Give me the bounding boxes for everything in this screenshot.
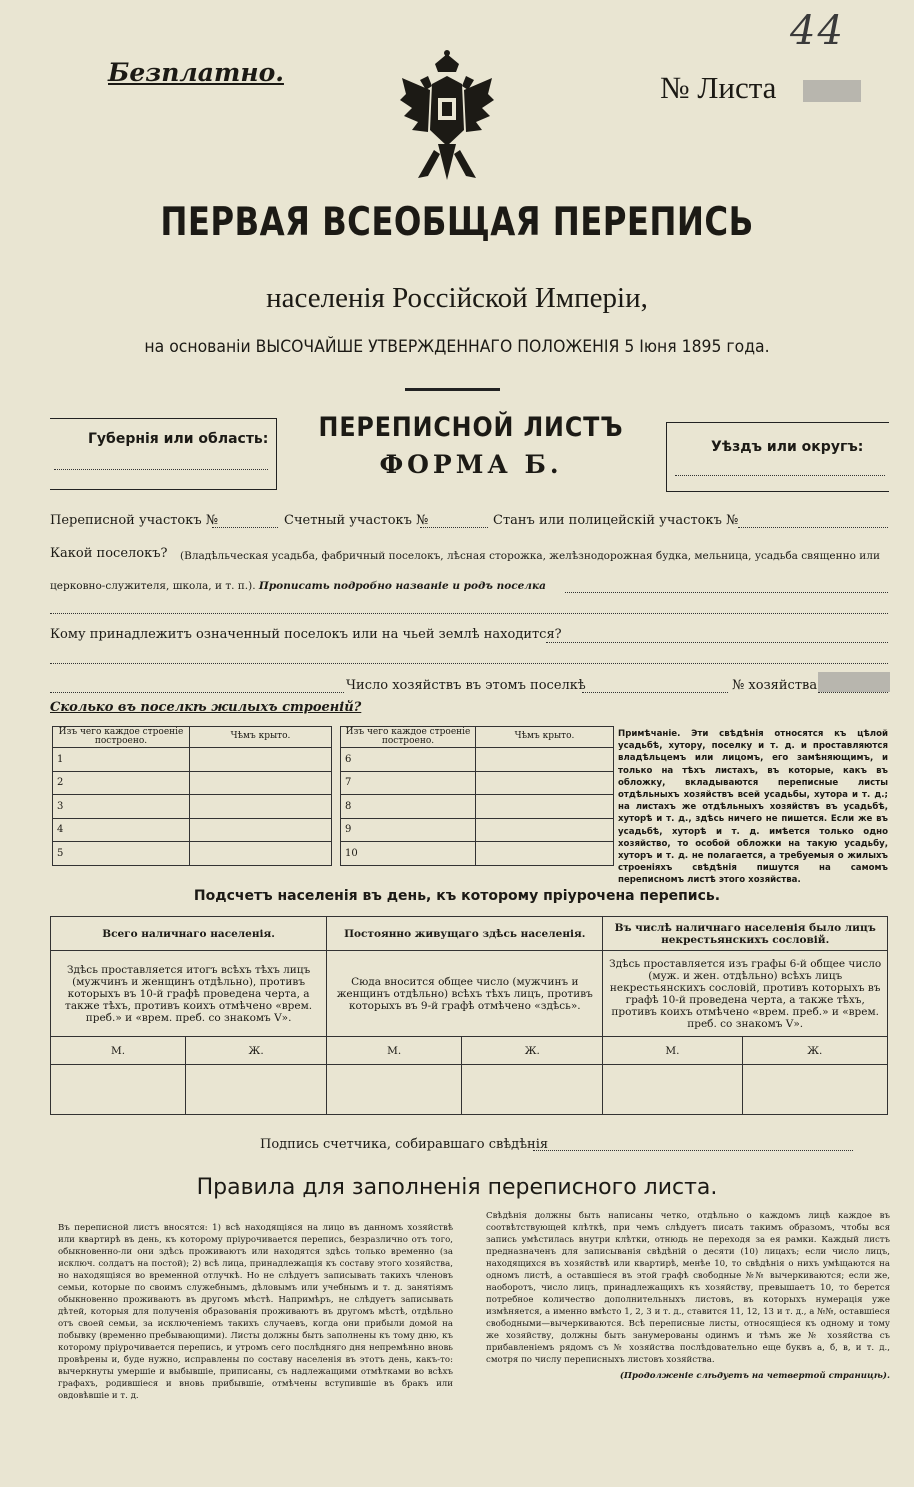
rules-column-1: Въ переписной листъ вносятся: 1) всѣ находящіяся на лицо въ данномъ хозяйствѣ или квартирѣ въ день, къ которому пріурочивается перепись, безразлично отъ того, обыкновенно-ли они здѣсь проживаютъ или находятся здѣсь только временно (за исключ. солдатъ на постой); 2) всѣ лица, принадлежащія къ составу этого хозяйства, но находящіяся во временной отлучкѣ. Но не слѣдуетъ записывать такихъ членовъ семьи, которые по своимъ служебнымъ, дѣловымъ или учебнымъ и т. д. занятіямъ обыкновенно проживаютъ въ другомъ мѣстѣ. Напримѣръ, не слѣдуетъ записывать дѣтей, которыя для полученія образованія проживаютъ въ другомъ мѣстѣ, отдѣльно отъ своей семьи, за исключеніемъ такихъ случаевъ, когда они прибыли домой на побывку (временно пребывающими). Листы должны быть заполнены къ тому дню, къ которому пріурочивается перепись, и утромъ сего послѣдняго дня непремѣнно вновь провѣрены и, буде нужно, исправлены по составу населенія въ этотъ день, какъ-то: вычеркнуты умершіе и выбывшіе, приписаны, съ надлежащими отмѣтками во всѣхъ графахъ, родившіеся и вновь прибывшіе, отмѣчены вступившіе въ бракъ или овдовѣвшіе и т. д. xyxy=(58,1223,453,1401)
stan-field[interactable] xyxy=(738,527,888,528)
redaction-smudge-2 xyxy=(818,672,890,692)
household-number-field[interactable] xyxy=(818,692,888,693)
table-row: 1 xyxy=(53,748,332,772)
buildings-header-material: Изъ чего каждое строеніе построено. xyxy=(53,727,190,748)
count-cell[interactable] xyxy=(742,1065,887,1115)
rules-continued: (Продолженіе слѣдуетъ на четвертой страницѣ). xyxy=(619,1371,890,1381)
rules-column-2-text: Свѣдѣнія должны быть написаны четко, отдѣльно о каждомъ лицѣ каждое въ соотвѣтствующей клѣткѣ, при чемъ слѣдуетъ писать такимъ образомъ, чтобы вся запись умѣстилась внутри клѣтки, отнюдь не переходя за ея рамки. Каждый листъ предназначенъ для записыванія свѣдѣній о десяти (10) лицахъ; если число лицъ, находящихся въ хозяйствѣ или квартирѣ, менѣе 10, то свѣдѣнія о нихъ умѣщаются на одномъ листѣ, а оставшіеся въ этой графѣ свободные №№ вычеркиваются; если же, наоборотъ, число лицъ, принадлежащихъ къ хозяйству, превышаетъ 10, то берется потребное количество дополнительныхъ листовъ, въ которыхъ нумерація уже измѣняется, а именно вмѣсто 1, 2, 3 и т. д., ставится 11, 12, 13 и т. д., а №№, оставшіеся свободными—вычеркиваются. Всѣ переписные листы, относящіеся къ одному и тому же хозяйству, должны быть занумерованы одинмъ и тѣмъ же № хозяйства съ прибавленіемъ рядомъ съ № хозяйства послѣдовательно еще буквъ а, б, в, и т. д., смотря по числу переписныхъ листовъ хозяйства. xyxy=(486,1211,890,1365)
count-header-total: Всего наличнаго населенія. xyxy=(51,917,327,951)
household-count-field-pre[interactable] xyxy=(50,692,344,693)
handwritten-number: 44 xyxy=(790,8,845,54)
rules-title: Правила для заполненія переписного листа. xyxy=(196,1175,718,1200)
count-header-permanent: Постоянно живущаго здѣсь населенія. xyxy=(327,917,603,951)
imperial-eagle-icon xyxy=(398,50,496,190)
redaction-smudge xyxy=(803,80,861,102)
buildings-header-roof: Чѣмъ крыто. xyxy=(190,727,332,748)
form-label: ФОРМА Б. xyxy=(379,450,563,479)
owner-field-2[interactable] xyxy=(50,663,888,664)
owner-label: Кому принадлежитъ означенный поселокъ или на чьей землѣ находится? xyxy=(50,627,562,642)
table-row: 3 xyxy=(53,795,332,819)
f-label: Ж. xyxy=(742,1037,887,1065)
buildings-question: Сколько въ поселкѣ жилыхъ строеній? xyxy=(50,700,362,715)
table-row: 2 xyxy=(53,771,332,795)
table-row: 5 xyxy=(53,842,332,866)
perepisnoy-uchastok-field[interactable] xyxy=(212,527,278,528)
rules-column-2 xyxy=(486,1210,890,1382)
guberniya-box xyxy=(50,418,277,490)
f-label: Ж. xyxy=(462,1037,603,1065)
household-count-field[interactable] xyxy=(582,692,728,693)
population-count-table xyxy=(50,916,888,1115)
table-row: 10 xyxy=(341,842,614,866)
owner-field[interactable] xyxy=(546,642,888,643)
signature-field[interactable] xyxy=(533,1150,853,1151)
divider xyxy=(405,388,500,391)
stan-label: Станъ или полицейскій участокъ № xyxy=(493,513,739,528)
kakoy-poselok-label: Какой поселокъ? xyxy=(50,546,168,561)
count-desc-nonpeasant: Здѣсь проставляется изъ графы 6-й общее число (муж. и жен. отдѣльно) всѣхъ лицъ некрестьянскихъ сословій, противъ которыхъ въ графѣ 10-й проведена черта, а также тѣхъ, противъ коихъ отмѣчено «врем. преб.» и «врем. преб. со знакомъ V». xyxy=(603,951,888,1037)
guberniya-field[interactable] xyxy=(54,469,268,470)
schetny-uchastok-field[interactable] xyxy=(420,527,488,528)
legal-basis: на основаніи ВЫСОЧАЙШЕ УТВЕРЖДЕННАГО ПОЛОЖЕНІЯ 5 Іюня 1895 года. xyxy=(144,337,770,357)
note-label: Примѣчаніе. xyxy=(618,729,681,739)
table-row: 8 xyxy=(341,795,614,819)
buildings-table-right xyxy=(340,726,614,866)
table-row: 4 xyxy=(53,818,332,842)
household-count-label: Число хозяйствъ въ этомъ поселкѣ xyxy=(346,678,586,693)
buildings-header-material-2: Изъ чего каждое строеніе построено. xyxy=(341,727,476,748)
sheet-number-label: № Листа xyxy=(660,70,777,105)
table-row: 7 xyxy=(341,771,614,795)
count-desc-permanent: Сюда вносится общее число (мужчинъ и женщинъ отдѣльно) всѣхъ тѣхъ лицъ, противъ которыхъ въ 9-й графѣ отмѣчено «здѣсь». xyxy=(327,951,603,1037)
poselok-hint-2: церковно-служителя, школа, и т. п.). Прописать подробно названіе и родъ поселка xyxy=(50,580,546,592)
note xyxy=(618,728,888,887)
uezd-label: Уѣздъ или округъ: xyxy=(711,439,864,455)
poselok-field-2[interactable] xyxy=(50,613,888,614)
table-row: 9 xyxy=(341,818,614,842)
uezd-box xyxy=(666,422,889,492)
table-row: 6 xyxy=(341,748,614,772)
buildings-header-roof-2: Чѣмъ крыто. xyxy=(476,727,614,748)
count-cell[interactable] xyxy=(462,1065,603,1115)
count-cell[interactable] xyxy=(327,1065,462,1115)
m-label: М. xyxy=(603,1037,742,1065)
count-cell[interactable] xyxy=(186,1065,327,1115)
count-header-nonpeasant: Въ числѣ наличнаго населенія было лицъ некрестьянскихъ сословій. xyxy=(603,917,888,951)
form-title: ПЕРЕПИСНОЙ ЛИСТЪ xyxy=(318,412,624,443)
count-title: Подсчетъ населенія въ день, къ которому пріурочена перепись. xyxy=(193,888,721,904)
f-label: Ж. xyxy=(186,1037,327,1065)
page-subtitle: населенія Россійской Имперіи, xyxy=(266,282,648,314)
free-label: Безплатно. xyxy=(108,58,284,87)
guberniya-label: Губернія или область: xyxy=(88,431,269,447)
household-number-label: № хозяйства xyxy=(732,678,818,693)
m-label: М. xyxy=(51,1037,186,1065)
perepisnoy-uchastok-label: Переписной участокъ № xyxy=(50,513,219,528)
count-desc-total: Здѣсь проставляется итогъ всѣхъ тѣхъ лицъ (мужчинъ и женщинъ отдѣльно), противъ которыхъ въ 10-й графѣ проведена черта, а также тѣхъ, противъ коихъ отмѣчено «врем. преб.» и «врем. преб. со знакомъ V». xyxy=(51,951,327,1037)
buildings-table-left xyxy=(52,726,332,866)
page-title: ПЕРВАЯ ВСЕОБЩАЯ ПЕРЕПИСЬ xyxy=(160,200,754,245)
poselok-hint: (Владѣльческая усадьба, фабричный поселокъ, лѣсная сторожка, желѣзнодорожная будка, мельница, усадьба священно или xyxy=(180,550,880,562)
uezd-field[interactable] xyxy=(675,475,885,476)
m-label: М. xyxy=(327,1037,462,1065)
count-cell[interactable] xyxy=(603,1065,742,1115)
signature-label: Подпись счетчика, собиравшаго свѣдѣнія xyxy=(260,1137,549,1152)
poselok-hint-italic: Прописать подробно названіе и родъ поселка xyxy=(258,580,546,592)
count-cell[interactable] xyxy=(51,1065,186,1115)
schetny-uchastok-label: Счетный участокъ № xyxy=(284,513,429,528)
note-text: Эти свѣдѣнія относятся къ цѣлой усадьбѣ, хутору, поселку и т. д. и проставляются владѣльцемъ или лицомъ, его замѣняющимъ, и только на тѣхъ листахъ, въ которые, какъ въ обложку, вкладываются переписные листы отдѣльныхъ хозяйствъ всей усадьбы, хутора и т. д.; на листахъ же отдѣльныхъ хозяйствъ въ усадьбѣ, хуторѣ и т. д., здѣсь ничего не пишется. Если же въ усадьбѣ, хуторѣ и т. д. имѣется только одно хозяйство, то особой обложки на такую усадьбу, хуторъ и т. д. не полагается, а требуемыя о жилыхъ строеніяхъ свѣдѣнія пишутся на самомъ переписномъ листѣ этого хозяйства. xyxy=(618,729,888,886)
poselok-field[interactable] xyxy=(565,592,888,593)
